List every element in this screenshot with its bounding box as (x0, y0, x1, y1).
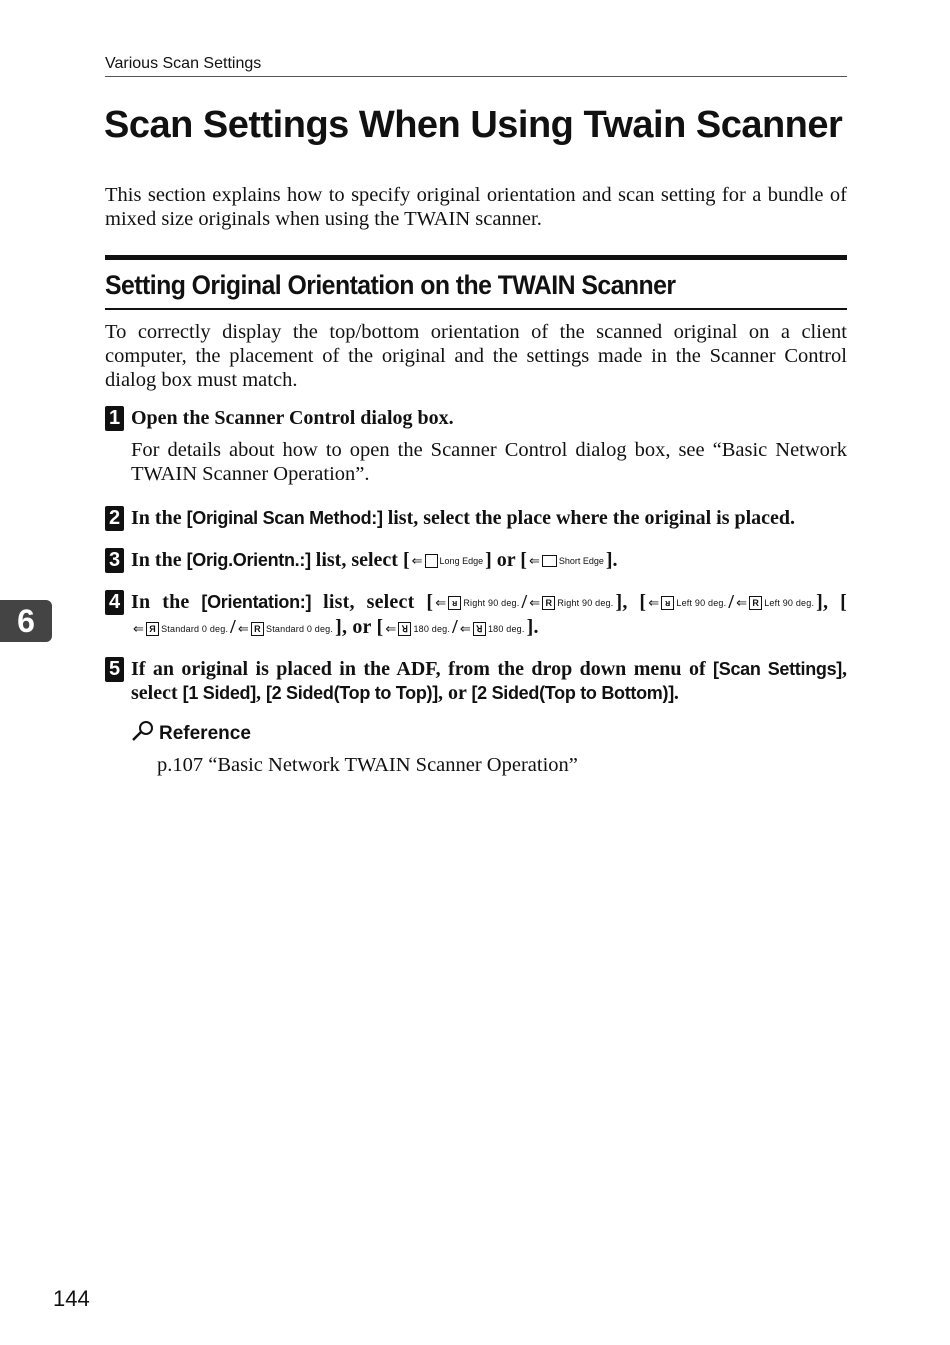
standard-0-icon-alt: ⇐ R Standard 0 deg. (237, 620, 334, 636)
right-90-icon-alt: ⇐ R Right 90 deg. (529, 595, 614, 611)
step-text: Open the Scanner Control dialog box. (131, 407, 454, 429)
left-90-icon-alt: ⇐ R Left 90 deg. (736, 595, 815, 611)
option-keyword: [2 Sided(Top to Bottom)] (471, 683, 674, 703)
step-1 (105, 406, 847, 486)
step-number: 1 (105, 406, 124, 431)
option-keyword: [1 Sided] (182, 683, 256, 703)
step-number: 3 (105, 548, 124, 573)
step-2 (105, 506, 847, 530)
reference-heading (131, 720, 831, 748)
chapter-tab: 6 (0, 600, 52, 642)
reference-title: Reference (159, 723, 251, 744)
left-90-icon: ⇐ ᴚ Left 90 deg. (648, 595, 727, 611)
step-number: 4 (105, 590, 124, 615)
section-heading-box (105, 255, 847, 310)
reference-block (131, 720, 831, 777)
step-text (131, 506, 847, 530)
page-number: 144 (53, 1286, 90, 1311)
reference-link[interactable]: p.107 “Basic Network TWAIN Scanner Operation” (157, 754, 578, 776)
section-paragraph: To correctly display the top/bottom orientation of the scanned original on a client computer, the placement of the original and the settings made in the Scanner Control dialog box must match. (105, 321, 847, 391)
short-edge-icon: ⇐ Short Edge (528, 553, 604, 569)
menu-keyword: [Orientation:] (201, 592, 312, 612)
long-edge-icon: ⇐ Long Edge (411, 553, 484, 569)
section-heading: Setting Original Orientation on the TWAIN Scanner (105, 270, 676, 300)
step-text: In the [Orientation:] list, select [ ⇐ ᴚ Right 90 deg. / ⇐ R Right 90 deg. ], [ ⇐ ᴚ Left 90 deg. / ⇐ R Left 90 deg. ], [ ⇐ Я Standard 0 deg. / ⇐ R Standard 0 deg. ], or [ ⇐ ꓤ 180 deg. / ⇐ ꓤ 180 deg. ]. (131, 590, 847, 641)
step-number: 2 (105, 506, 124, 531)
magnifier-icon (131, 720, 155, 748)
step-text-post: list, select the place where the original is placed. (382, 507, 796, 529)
menu-keyword: [Scan Settings] (713, 659, 842, 679)
step-text: In the [Orig.Orientn.:] list, select [ ⇐ Long Edge ] or [ ⇐ Short Edge ]. (131, 548, 847, 573)
step-text-pre: In the (131, 507, 187, 529)
intro-paragraph: This section explains how to specify original orientation and scan setting for a bundle of mixed size originals when using the TWAIN scanner. (105, 184, 847, 230)
standard-0-icon: ⇐ Я Standard 0 deg. (133, 620, 229, 636)
step-5 (105, 657, 847, 705)
step-3 (105, 548, 847, 573)
menu-keyword: [Original Scan Method:] (186, 508, 383, 528)
right-90-icon: ⇐ ᴚ Right 90 deg. (435, 595, 520, 611)
step-text: If an original is placed in the ADF, from the drop down menu of [Scan Settings], select [1 Sided], [2 Sided(Top to Top)], or [2 Sided(Top to Bottom)]. (131, 658, 847, 704)
180-deg-icon: ⇐ ꓤ 180 deg. (385, 620, 451, 636)
step-4 (105, 590, 847, 641)
step-description: For details about how to open the Scanner Control dialog box, see “Basic Network TWAIN Scanner Operation”. (131, 439, 847, 485)
running-header: Various Scan Settings (105, 55, 847, 77)
180-deg-icon-alt: ⇐ ꓤ 180 deg. (459, 620, 525, 636)
step-number: 5 (105, 657, 124, 682)
option-keyword: [2 Sided(Top to Top)] (265, 683, 438, 703)
menu-keyword: [Orig.Orientn.:] (186, 550, 311, 570)
page-title: Scan Settings When Using Twain Scanner (104, 104, 843, 146)
